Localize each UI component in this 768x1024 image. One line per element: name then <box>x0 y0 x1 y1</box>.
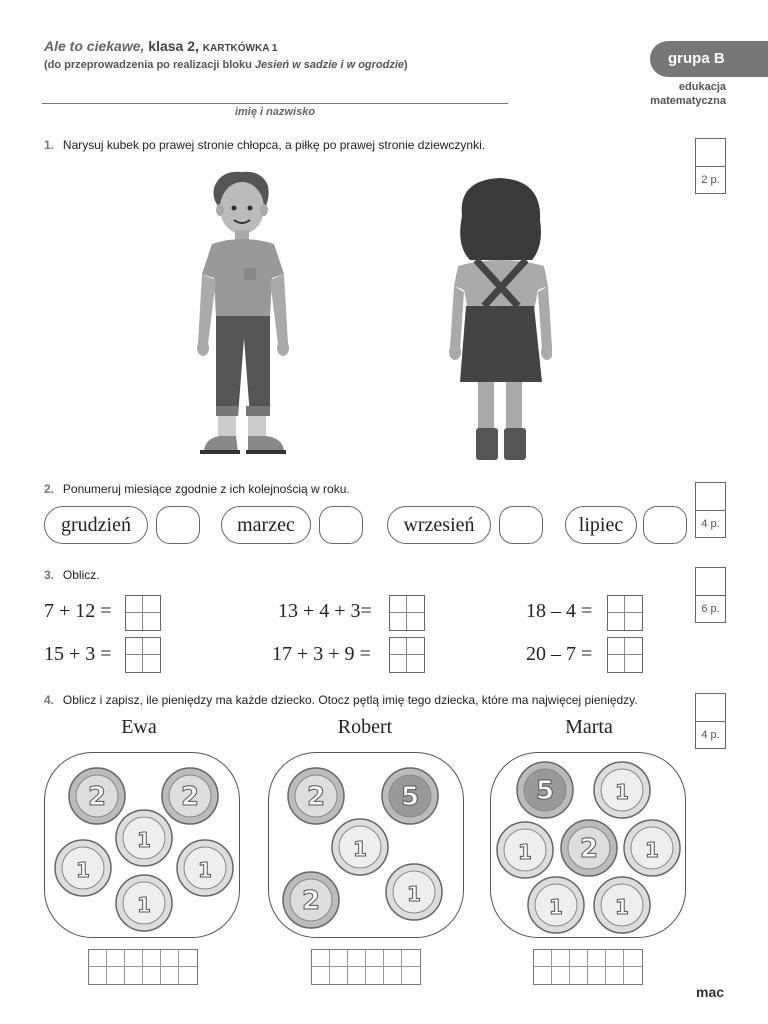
equation-5: 17 + 3 + 9 = <box>272 643 371 665</box>
coin-1-zloty <box>332 819 388 875</box>
equation-3: 18 – 4 = <box>526 600 593 622</box>
svg-text:5: 5 <box>535 776 555 806</box>
score-box-q2[interactable]: 4 p. <box>695 482 726 538</box>
worksheet-subtitle: (do przeprowadzenia po realizacji bloku Jesień w sadzie i w ogrodzie) <box>44 59 408 71</box>
svg-text:1: 1 <box>137 828 151 852</box>
coin-1-zloty <box>177 840 233 896</box>
money-answer-grid-marta[interactable] <box>533 949 643 985</box>
svg-text:2: 2 <box>180 782 200 812</box>
child-name-robert[interactable]: Robert <box>337 716 393 738</box>
subject-label: edukacja matematyczna <box>650 81 726 107</box>
svg-text:1: 1 <box>407 882 421 906</box>
svg-text:1: 1 <box>518 840 532 864</box>
equation-2: 13 + 4 + 3= <box>278 600 372 622</box>
money-answer-grid-ewa[interactable] <box>88 949 198 985</box>
name-caption: imię i nazwisko <box>234 106 316 118</box>
worksheet-title: Ale to ciekawe, klasa 2, KARTKÓWKA 1 <box>44 38 278 54</box>
score-box-q4[interactable]: 4 p. <box>695 693 726 749</box>
publisher-logo: mac <box>696 984 725 1000</box>
svg-text:5: 5 <box>400 782 420 812</box>
svg-text:1: 1 <box>137 893 151 917</box>
coin-1-zloty <box>528 877 584 933</box>
coin-5-zloty <box>382 768 438 824</box>
svg-text:1: 1 <box>645 838 659 862</box>
svg-text:1: 1 <box>198 858 212 882</box>
svg-text:1: 1 <box>76 858 90 882</box>
month-card-3: wrzesień <box>387 506 491 544</box>
month-card-1: grudzień <box>44 506 148 544</box>
coin-2-zloty <box>561 820 617 876</box>
group-badge: grupa B <box>650 41 768 77</box>
coin-1-zloty <box>116 875 172 931</box>
coin-1-zloty <box>624 820 680 876</box>
svg-text:1: 1 <box>615 895 629 919</box>
svg-text:2: 2 <box>301 886 321 916</box>
svg-text:2: 2 <box>306 782 326 812</box>
svg-text:2: 2 <box>87 782 107 812</box>
coin-2-zloty <box>69 768 125 824</box>
equation-1: 7 + 12 = <box>44 600 112 622</box>
coin-2-zloty <box>162 768 218 824</box>
equation-4: 15 + 3 = <box>44 643 112 665</box>
svg-text:1: 1 <box>549 895 563 919</box>
equation-6: 20 – 7 = <box>526 643 593 665</box>
coin-5-zloty <box>517 762 573 818</box>
money-answer-grid-robert[interactable] <box>311 949 421 985</box>
coin-1-zloty <box>594 877 650 933</box>
month-card-2: marzec <box>221 506 311 544</box>
score-box-q1[interactable]: 2 p. <box>695 138 726 194</box>
question-3: 3. Oblicz. <box>44 568 100 582</box>
svg-text:1: 1 <box>615 780 629 804</box>
question-2: 2. Ponumeruj miesiące zgodnie z ich kolejnością w roku. <box>44 482 350 496</box>
child-name-ewa[interactable]: Ewa <box>121 716 157 738</box>
coin-1-zloty <box>55 840 111 896</box>
score-box-q3[interactable]: 6 p. <box>695 567 726 623</box>
question-4: 4. Oblicz i zapisz, ile pieniędzy ma każde dziecko. Otocz pętlą imię tego dziecka, które ma najwięcej pieniędzy. <box>44 693 638 707</box>
svg-text:1: 1 <box>353 837 367 861</box>
coin-1-zloty <box>497 822 553 878</box>
child-name-marta[interactable]: Marta <box>565 716 613 738</box>
coin-1-zloty <box>116 810 172 866</box>
coin-1-zloty <box>386 864 442 920</box>
svg-text:2: 2 <box>579 834 599 864</box>
month-card-4: lipiec <box>565 506 637 544</box>
coin-2-zloty <box>283 872 339 928</box>
question-1: 1. Narysuj kubek po prawej stronie chłopca, a piłkę po prawej stronie dziewczynki. <box>44 138 486 152</box>
coin-1-zloty <box>594 762 650 818</box>
coin-2-zloty <box>288 768 344 824</box>
